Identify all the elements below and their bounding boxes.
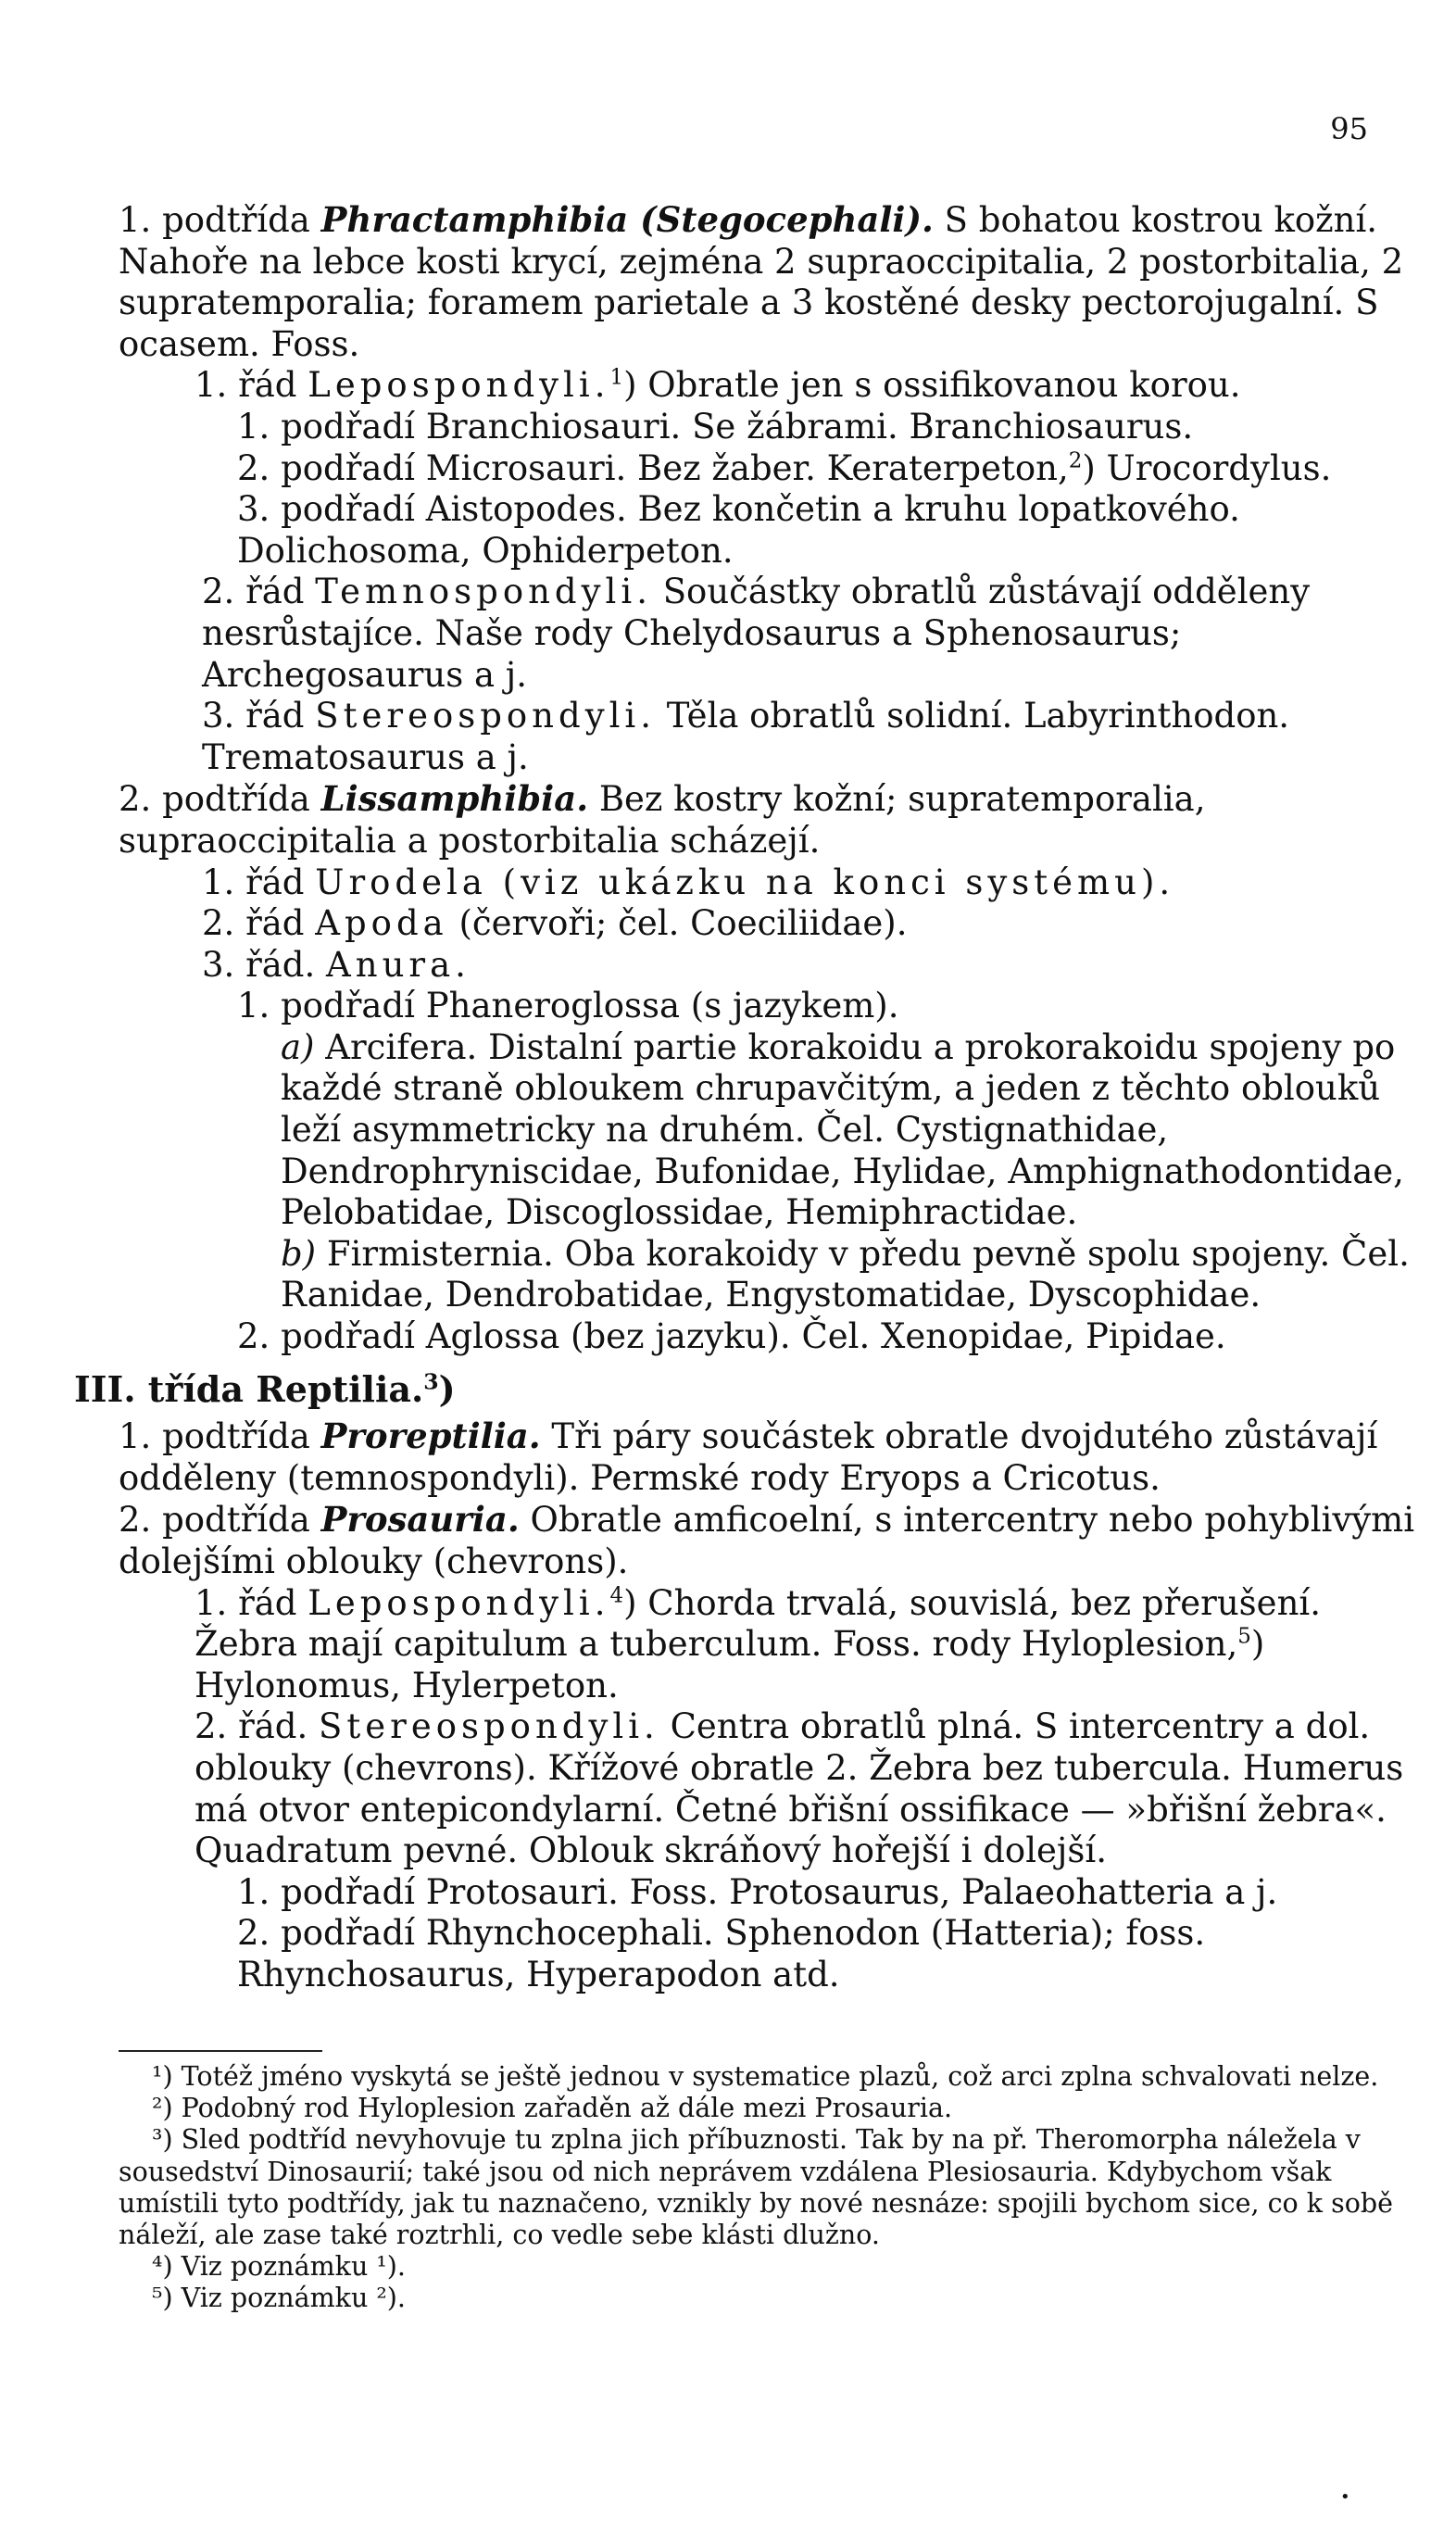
heading-text: III. třída Reptilia. [74, 1367, 424, 1410]
text: 2. řád [202, 903, 316, 944]
footnote-ref: 4 [609, 1583, 624, 1608]
order-temnospondyli [119, 572, 1415, 696]
text: 2. řád [202, 572, 316, 612]
taxon-name: Lissamphibia. [320, 778, 589, 820]
taxon-name: Lepospondyli. [308, 365, 610, 406]
group-firmisternia [119, 1234, 1415, 1316]
footnotes [119, 2061, 1406, 2315]
suborder-aglossa: 2. podřadí Aglossa (bez jazyku). Čel. Xenopidae, Pipidae. [237, 1316, 1226, 1357]
text: ) Chorda trvalá, souvislá, bez přerušení. Žebra mají capitulum a tuberculum. Foss. rody Hyloplesion, [195, 1582, 1321, 1665]
taxon-name: Phractamphibia (Stegocephali). [320, 199, 934, 240]
text: 2. podtřída [119, 779, 321, 820]
group-arcifera [119, 1027, 1415, 1234]
page-number: 95 [1330, 111, 1368, 146]
text: Firmisternia. Oba korakoidy v předu pevně spolu spojeny. Čel. Ranidae, Dendrobatidae, Engystomatidae, Dyscophidae. [281, 1233, 1410, 1315]
taxon-name: Anura. [326, 944, 471, 985]
footnote-1 [119, 2061, 1406, 2093]
taxon-name: Temnospondyli. [315, 572, 652, 612]
class-reptilia-heading [74, 1369, 1415, 1411]
text: S bohatou kostrou kožní. Nahoře na lebce kosti krycí, zejména 2 supraoccipitalia, 2 postorbitalia, 2 supratemporalia; foramem parietale a 3 kostěné desky pectorojugalní. S ocasem. Foss. [119, 200, 1404, 364]
order-lepospondyli-reptilia [119, 1583, 1415, 1707]
text: 2. podřadí Microsauri. Bez žaber. Keraterpeton, [237, 447, 1069, 488]
suborder-branchiosauri: 1. podřadí Branchiosauri. Se žábrami. Branchiosaurus. [237, 406, 1194, 447]
text: Bez kostry kožní; supratemporalia, supraoccipitalia a postorbitalia scházejí. [119, 779, 1206, 861]
text: Obratle amficoelní, s intercentry nebo pohyblivými dolejšími oblouky (chevrons). [119, 1500, 1415, 1581]
text: ) [438, 1367, 456, 1410]
text: 1. řád [202, 862, 316, 902]
subclass-lissamphibia [119, 778, 1415, 862]
order-lepospondyli [119, 365, 1415, 407]
taxon-name: Urodela (viz ukázku na konci systému). [315, 862, 1175, 902]
text: 2. řád. [195, 1706, 320, 1747]
text: 3. řád [202, 696, 316, 736]
order-apoda [119, 903, 1415, 945]
text: 3. řád. [202, 944, 327, 985]
order-stereospondyli [119, 696, 1415, 778]
footnote-text: ) Totéž jméno vyskytá se ještě jednou v systematice plazů, což arci zplna schvalovati nelze. [162, 2061, 1379, 2092]
taxon-name: Apoda [315, 903, 448, 944]
footnote-mark: ² [152, 2093, 163, 2124]
text: Tři páry součástek obratle dvojdutého zůstávají odděleny (temnospondyli). Permské rody Eryops a Cricotus. [119, 1416, 1378, 1498]
subclass-phractamphibia [119, 199, 1415, 365]
suborder-aistopodes: 3. podřadí Aistopodes. Bez končetin a kruhu lopatkového. Dolichosoma, Ophiderpeton. [237, 489, 1240, 571]
taxon-name: Proreptilia. [320, 1415, 541, 1457]
stray-dot-mark: • [1340, 2487, 1350, 2507]
main-text [74, 199, 1415, 1996]
text: 1. podtřída [119, 1416, 321, 1457]
footnote-4 [119, 2251, 1406, 2283]
footnote-divider [119, 2050, 322, 2052]
text: 2. podtřída [119, 1500, 321, 1541]
footnote-text: ) Podobný rod Hyloplesion zařaděn až dále mezi Prosauria. [162, 2093, 953, 2124]
taxon-name: Stereospondyli. [315, 696, 657, 736]
text: Arcifera. Distalní partie korakoidu a prokorakoidu spojeny po každé straně obloukem chrupavčitým, a jeden z těchto oblouků leží asymmetricky na druhém. Čel. Cystignathidae, Dendrophryniscidae, Bufonidae, Hylidae, Amphignathodontidae, Pelobatidae, Discoglossidae, Hemiphractidae. [281, 1026, 1404, 1233]
footnote-text: ) Sled podtříd nevyhovuje tu zplna jich příbuznosti. Tak by na př. Theromorpha náležela v sousedství Dinosaurií; také jsou od nich neprávem vzdálena Plesiosauria. Kdybychom však umístili tyto podtřídy, jak tu naznačeno, vznikly by nové nesnáze: spojili bychom sice, co k sobě náleží, ale zase také roztrhli, co vedle sebe klásti dlužno. [119, 2124, 1393, 2251]
subclass-proreptilia [119, 1415, 1415, 1499]
order-stereospondyli-reptilia [119, 1706, 1415, 1871]
order-anura [119, 945, 1415, 987]
footnote-ref: 3 [423, 1367, 439, 1394]
subclass-prosauria [119, 1499, 1415, 1582]
suborder-protosauri: 1. podřadí Protosauri. Foss. Protosaurus, Palaeohatteria a j. [237, 1871, 1278, 1912]
text: ) Urocordylus. [1082, 447, 1332, 488]
suborder-microsauri [119, 448, 1415, 490]
footnote-text: ) Viz poznámku ¹). [162, 2251, 406, 2283]
taxon-name: Stereospondyli. [319, 1706, 659, 1747]
suborder-phaneroglossa: 1. podřadí Phaneroglossa (s jazykem). [237, 986, 899, 1026]
text: Centra obratlů plná. S intercentry a dol. oblouky (chevrons). Křížové obratle 2. Žebra bez tubercula. Humerus má otvor entepicondylarní. Četné břišní ossifikace — »břišní žebra«. Quadratum pevné. Oblouk skráňový hořejší i dolejší. [195, 1706, 1404, 1871]
order-urodela [119, 862, 1415, 904]
taxon-name: Prosauria. [320, 1499, 520, 1541]
footnote-mark: ⁴ [152, 2251, 163, 2283]
text: 1. řád [195, 365, 308, 406]
footnote-mark: ³ [152, 2124, 163, 2156]
footnote-ref: 2 [1068, 448, 1083, 473]
footnote-2 [119, 2093, 1406, 2124]
list-marker: a) [281, 1026, 315, 1067]
footnote-mark: ¹ [152, 2061, 163, 2092]
footnote-text: ) Viz poznámku ²). [162, 2283, 406, 2314]
footnote-5 [119, 2283, 1406, 2314]
footnote-mark: ⁵ [152, 2283, 163, 2314]
list-marker: b) [281, 1233, 317, 1274]
footnote-ref: 1 [609, 366, 624, 391]
text: ) Obratle jen s ossifikovanou korou. [623, 365, 1241, 406]
text: ) Hylonomus, Hylerpeton. [195, 1624, 1265, 1705]
footnote-3 [119, 2124, 1406, 2251]
text: (červoři; čel. Coeciliidae). [447, 903, 908, 944]
text: 1. řád [195, 1582, 308, 1623]
text: Těla obratlů solidní. Labyrinthodon. Trematosaurus a j. [202, 696, 1290, 777]
suborder-rhynchocephali: 2. podřadí Rhynchocephali. Sphenodon (Hatteria); foss. Rhynchosaurus, Hyperapodon atd. [237, 1913, 1206, 1994]
text: 1. podtřída [119, 200, 321, 240]
taxon-name: Lepospondyli. [308, 1582, 610, 1623]
footnote-ref: 5 [1237, 1624, 1251, 1649]
text: Součástky obratlů zůstávají odděleny nesrůstajíce. Naše rody Chelydosaurus a Sphenosaurus; Archegosaurus a j. [202, 572, 1311, 695]
